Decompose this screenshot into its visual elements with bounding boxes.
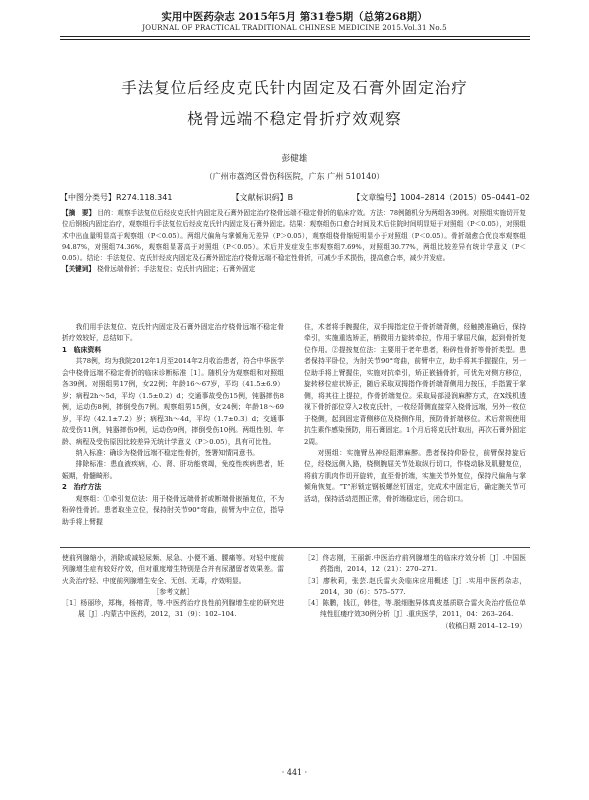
treatment-continued: 住，术者将手腕握住，双手拇指定位于骨折端背侧，经触摸准确后，保持牵引，实施重选矫正，梢微用力旋转牵拉，作用于掌屈尺偏，起到骨折复位作用。②提按复位法：主要用于老年患者，粉碎性骨折等骨折类型。患者保持平卧位，为肘关节90°弯曲，前臂中立，助手将其手握握住，另一位助手将上臂握住，实施对抗牵引，矫正嵌插骨折，可优先对侧方移位，旋转移位症状矫正，随后采取双拇指作骨折端背侧用力按压，手指置于掌侧，将其往上提拉，作骨折端复位。采取局部浸润麻醉方式，在X线机透视下骨折部位穿入2枚克氏针，一枚经背侧直接穿入桡骨远端，另外一枚位于桡侧，起到固定背侧移位及桡侧作用，预防骨折端移位。术后常规使用抗生素作感染预防，用石膏固定。1个月后将克氏针取出，再次石膏外固定2周。 — [304, 323, 526, 446]
treatment-paragraph: 观察组：①牵引复位法：用于桡骨远端骨折或断端骨嵌插复位，不为粉碎性骨折。患者取坐立位，保持肘关节90°弯曲，前臂为中立位，指导助手将上臂握 — [62, 494, 284, 526]
reference-item: ［2］佟志刚，王丽新.中医治疗前列腺增生的临床疗效分析［J］.中国医药指南，2014，12（21）：270–271. — [304, 554, 526, 574]
classification-row — [60, 192, 530, 203]
article-title-line2: 桡骨远端不稳定骨折疗效观察 — [187, 110, 402, 128]
header-rule-thin — [60, 39, 530, 40]
page-number: · 441 · — [281, 768, 308, 777]
reference-item: ［3］廖秋莉，张芸.赵氏雷火灸临床应用概述［J］.实用中医药杂志，2014，30（6）：575–577. — [304, 576, 526, 596]
exclusion-criteria: 排除标准：患血液疾病，心、肾、肝功能衰竭，免疫性疾病患者，妊娠期，骨髓畸形。 — [62, 460, 284, 480]
references-heading: ［参考文献］ — [152, 587, 194, 596]
previous-article-text: 使前列腺缩小，消除或减轻尿频、尿急、小便不通、腰痛等。对轻中度前列腺增生症有较好疗效，但对重度增生特别是合并有尿潴留者效果差。雷火灸治疗轻、中度前列腺增生安全、无创、无毒，疗效明显。 — [62, 554, 284, 585]
header-rule-thick — [60, 36, 530, 37]
received-date: （收稿日期 2014–12–19） — [441, 621, 526, 630]
intro-paragraph: 我们用手法复位、克氏针内固定及石膏外固定治疗桡骨远端不稳定骨折疗效较好，总结如下。 — [62, 323, 284, 343]
affiliation: （广州市荔湾区骨伤科医院，广东 广州 510140） — [204, 172, 385, 181]
abstract-block — [62, 208, 526, 276]
inclusion-criteria: 纳入标准：确诊为桡骨远端不稳定性骨折，签署知情同意书。 — [75, 448, 260, 457]
abstract-label: 【摘 要】 — [62, 209, 96, 217]
control-group-paragraph: 对照组：实施臂丛神经阻滞麻醉。患者保持仰卧位，前臂保持旋后位，经桡远侧入路，桡侧腕屈关节处取纵行切口，作桡动脉及肌腱复位，将前方肌肉作切开旋转，直至骨折端，实施关节外复位，保持尺偏角与掌倾角恢复。“T”形锁定钢板螺丝钉固定，完成术中固定后，确定腕关节可活动，保持活动范围正常，骨折端稳定后，闭合切口。 — [304, 448, 526, 503]
body-right-column — [304, 322, 526, 505]
previous-article-left — [62, 553, 284, 621]
reference-item: ［4］陈鹏，钱江，韩佳，等.脱细胞异体真皮基质联合雷火灸治疗低位单纯性肛瘘疗效30例分析［J］.重庆医学，2011，04：263–264. — [304, 599, 526, 619]
article-title-line1: 手法复位后经皮克氏针内固定及石膏外固定治疗 — [121, 79, 468, 97]
article-number: 【文章编号】1004–2814（2015）05–0441–02 — [352, 193, 530, 202]
journal-header-en: JOURNAL OF PRACTICAL TRADITIONAL CHINESE MEDICINE 2015.Vol.31 No.5 — [142, 24, 447, 32]
keywords: 桡骨远端骨折；手法复位；克氏针内固定；石膏外固定 — [97, 265, 256, 274]
clinical-data-paragraph: 共78例，均为我院2012年1月至2014年2月收治患者，符合中华医学会中桡骨远端不稳定骨折的临床诊断标准［1］。随机分为观察组和对照组各39例。对照组男17例，女22例；年龄16～67岁，平均（41.5±6.9）岁；病程2h～5d，平均（1.5±0.2）d；交通事故受伤15例，钝器摔伤8例，运动伤8例，摔倒受伤7例。观察组男15例，女24例；年龄18～69岁，平均（42.1±7.2）岁；病程3h～4d，平均（1.7±0.3）d；交通事故受伤11例，钝器摔伤9例，运动伤9例，摔倒受伤10例。两组性别、年龄、病程及受伤原因比较差异无统计学意义（P＞0.05），具有可比性。 — [62, 357, 284, 446]
keywords-label: 【关键词】 — [62, 265, 95, 274]
previous-article-right — [304, 553, 526, 632]
body-left-column — [62, 322, 284, 528]
section-heading-treatment: 2 治疗方法 — [62, 483, 102, 492]
journal-header-cn: 实用中医药杂志 2015年5月 第31卷5期（总第268期） — [161, 11, 428, 23]
article-separator — [60, 547, 530, 548]
section-heading-clinical-data: 1 临床资料 — [62, 345, 102, 354]
document-code: 【文献标识码】B — [231, 193, 294, 202]
reference-item: ［1］杨丽珍，郑梅，杨榕青，等.中医药治疗良性前列腺增生症的研究进展［J］.内蒙古中医药，2012，31（9）：102–104. — [62, 599, 284, 619]
abstract-text: 目的：观察手法复位后经皮克氏针内固定及石膏外固定治疗桡骨远端不稳定骨折的临床疗效。方法：78例随机分为两组各39例。对照组实施切开复位后钢板内固定治疗，观察组行手法复位后经皮克氏针内固定及石膏外固定。结果：观察组伤口愈合时间及术后住院时间明显短于对照组（P＜0.05），对照组术中出血量明显高于观察组（P＜0.05）。两组尺偏角与掌倾角无差异（P＞0.05），观察组桡骨缩短明显小于对照组（P＜0.05）。骨折端愈合优良率观察组94.87%，对照组74.36%，观察组显著高于对照组（P＜0.05）。术后并发症发生率观察组7.69%，对照组30.77%，两组比较差异有统计学意义（P＜0.05）。结论：手法复位、克氏针经皮内固定及石膏外固定治疗桡骨远端不稳定性骨折，可减少手术损伤，提高愈合率，减少并发症。 — [62, 209, 527, 263]
clc-number: 【中图分类号】R274.118.341 — [60, 193, 173, 202]
author: 彭健雄 — [281, 154, 308, 164]
